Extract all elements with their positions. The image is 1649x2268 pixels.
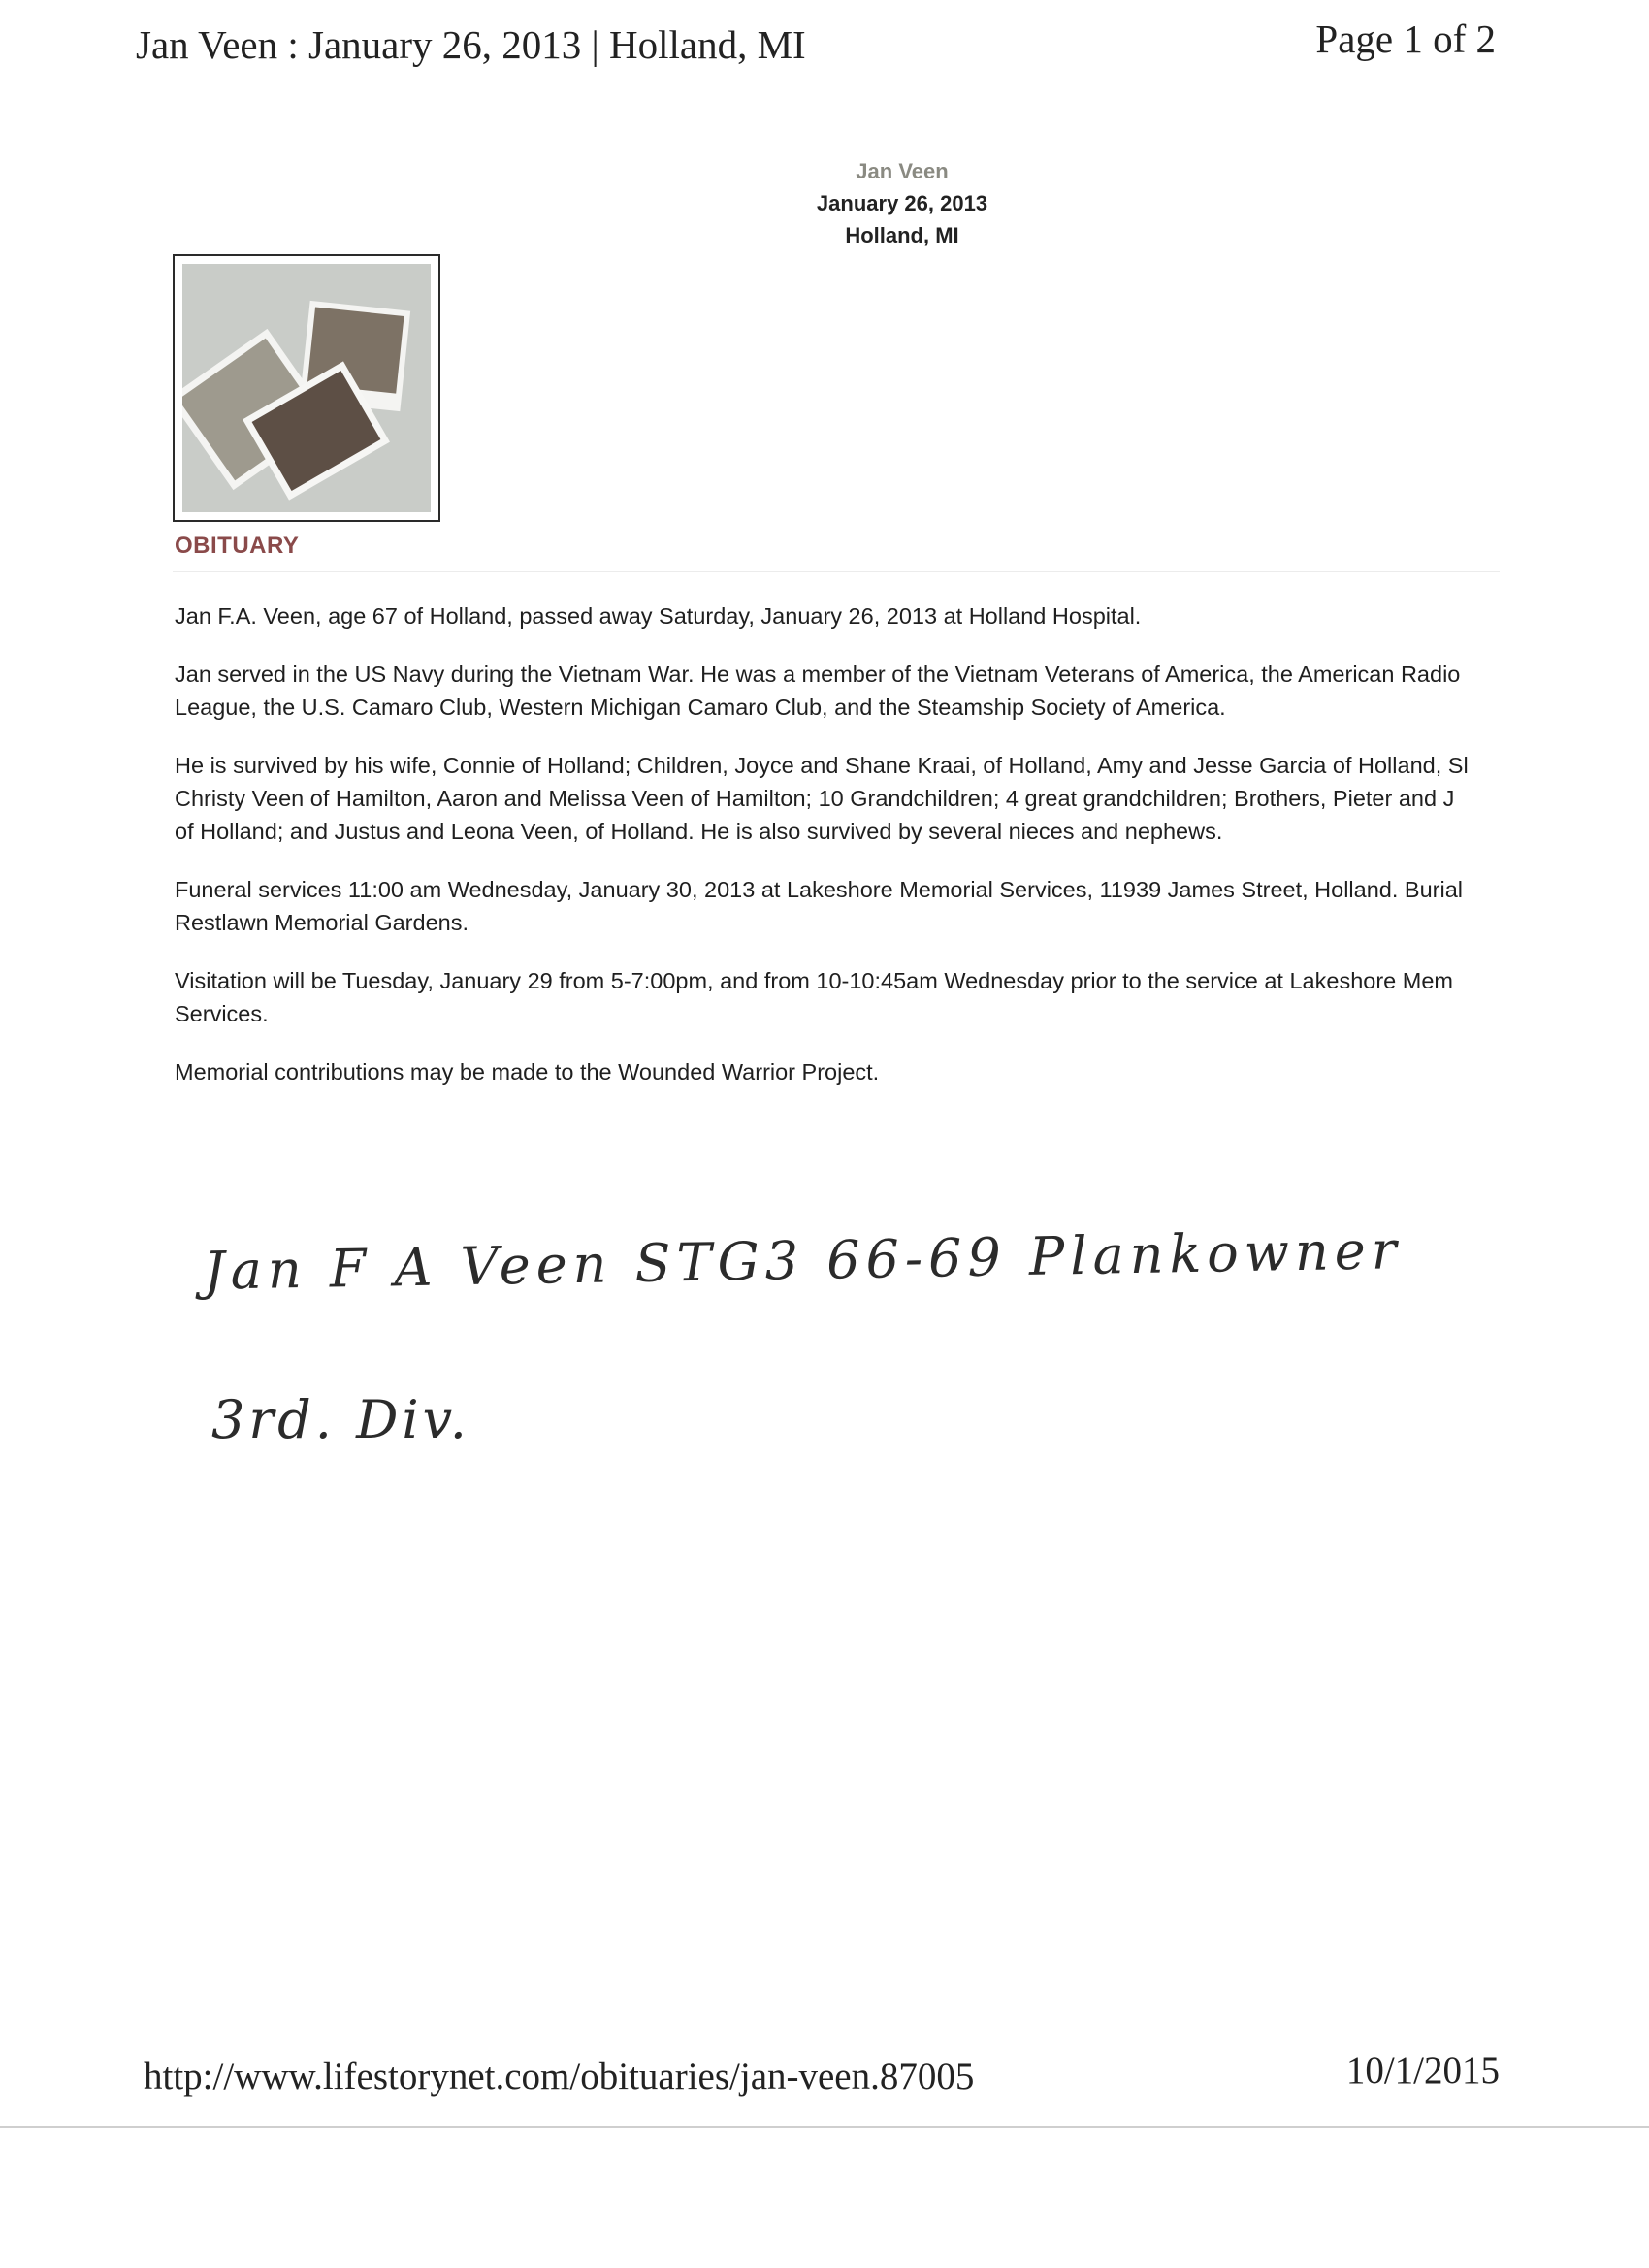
text-line: Funeral services 11:00 am Wednesday, January 30, 2013 at Lakeshore Memorial Services, 11939 James Street, Holland. Burial — [175, 877, 1464, 902]
print-footer-date: 10/1/2015 — [1345, 2050, 1500, 2091]
text-line: Services. — [175, 1001, 269, 1026]
section-label-obituary: OBITUARY — [175, 533, 300, 559]
text-line: Memorial contributions may be made to the Wounded Warrior Project. — [175, 1059, 880, 1085]
handwritten-note-line-1: Jan F A Veen STG3 66-69 Plankowner — [203, 1219, 1404, 1302]
paragraph — [175, 964, 1500, 1030]
text-line: Restlawn Memorial Gardens. — [175, 910, 469, 935]
text-line: Jan F.A. Veen, age 67 of Holland, passed away Saturday, January 26, 2013 at Holland Hospital. — [175, 603, 1142, 629]
paragraph — [175, 599, 1500, 632]
text-line: of Holland; and Justus and Leona Veen, of Holland. He is also survived by several nieces and nephews. — [175, 819, 1223, 844]
text-line: Christy Veen of Hamilton, Aaron and Melissa Veen of Hamilton; 10 Grandchildren; 4 great grandchildren; Brothers, Pieter and J — [175, 786, 1455, 811]
paragraph — [175, 749, 1500, 848]
date-of-death: January 26, 2013 — [816, 191, 988, 215]
text-line: League, the U.S. Camaro Club, Western Michigan Camaro Club, and the Steamship Society of America. — [175, 695, 1226, 720]
photo-collage-icon — [182, 264, 431, 512]
place: Holland, MI — [845, 223, 959, 247]
obituary-body — [175, 599, 1500, 1114]
deceased-name: Jan Veen — [856, 159, 949, 183]
print-header-title: Jan Veen : January 26, 2013 | Holland, MI — [136, 22, 806, 67]
scan-edge — [0, 2126, 1649, 2128]
divider — [173, 571, 1500, 572]
masthead — [757, 155, 1048, 251]
text-line: Jan served in the US Navy during the Vietnam War. He was a member of the Vietnam Veterans of America, the American Radio — [175, 662, 1461, 687]
text-line: Visitation will be Tuesday, January 29 from 5-7:00pm, and from 10-10:45am Wednesday prior to the service at Lakeshore Mem — [175, 968, 1453, 993]
text-line: He is survived by his wife, Connie of Holland; Children, Joyce and Shane Kraai, of Holland, Amy and Jesse Garcia of Holland, Sl — [175, 753, 1469, 778]
print-header-page: Page 1 of 2 — [1315, 16, 1496, 61]
paragraph — [175, 1055, 1500, 1088]
paragraph — [175, 873, 1500, 939]
handwritten-note-line-2: 3rd. Div. — [211, 1389, 470, 1450]
paragraph — [175, 658, 1500, 724]
photo-placeholder — [173, 254, 440, 522]
print-footer-url: http://www.lifestorynet.com/obituaries/jan-veen.87005 — [144, 2056, 975, 2097]
